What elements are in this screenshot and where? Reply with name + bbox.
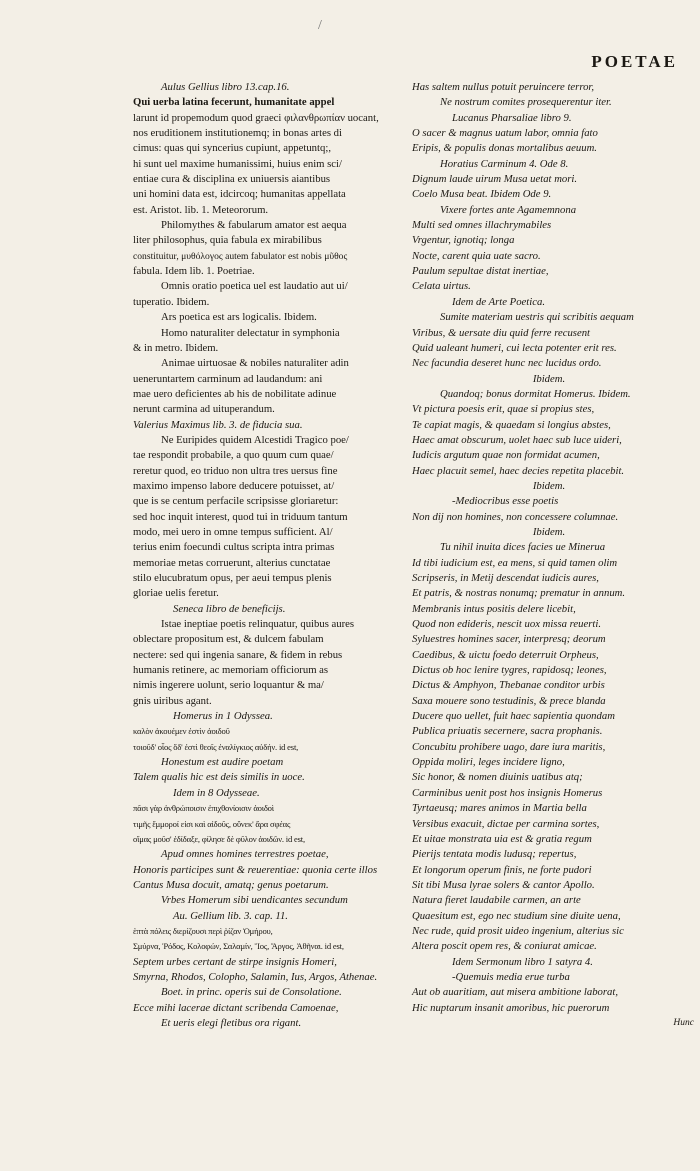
text-line: Hic nuptarum insanit amoribus, hic puerorum bbox=[412, 1001, 610, 1014]
left-column bbox=[133, 80, 401, 1031]
text-line: O sacer & magnus uatum labor, omnia fato bbox=[412, 127, 598, 140]
text-line: Tyrtaeusq; mares animos in Martia bella bbox=[412, 802, 587, 815]
text-line: Et uitae monstrata uia est & gratia regum bbox=[412, 832, 592, 845]
text-line: τιμῆς ἔμμοροί εἰσι καὶ αἰδοῦς, οὕνεκ' ἄρα σφέας bbox=[133, 818, 291, 829]
text-line: reretur quod, eo triduo non ultra tres uersus fine bbox=[133, 464, 338, 477]
text-line: Vixere fortes ante Agamemnona bbox=[440, 203, 577, 216]
text-line: Vrbes Homerum sibi uendicantes secundum bbox=[161, 894, 348, 907]
text-line: Scripseris, in Metij descendat iudicis aures, bbox=[412, 572, 599, 584]
text-line: Smyrna, Rhodos, Colopho, Salamin, Ius, Argos, Athenae. bbox=[133, 970, 378, 983]
text-line: Aulus Gellius libro 13.cap.16. bbox=[161, 81, 290, 93]
text-line: Philomythes & fabularum amator est aequa bbox=[161, 219, 347, 232]
text-line: Ne Euripides quidem Alcestidi Tragico poe/ bbox=[161, 433, 349, 446]
text-line: maximo impenso labore deducere potuisset, at/ bbox=[133, 479, 335, 492]
text-line: Idem in 8 Odysseae. bbox=[173, 786, 260, 799]
text-line: τοιοῦδ' οἷος ὅδ' ἐστὶ θεοῖς ἐναλίγκιος αὐδήν. id est, bbox=[133, 741, 299, 752]
text-line: Idem de Arte Poetica. bbox=[452, 295, 545, 308]
text-line: Celata uirtus. bbox=[412, 280, 471, 293]
text-line: Vrgentur, ignotiq; longa bbox=[412, 234, 515, 247]
text-line: Ne nostrum comites prosequerentur iter. bbox=[440, 96, 612, 109]
text-line: Et patris, & nostras nonumq; prematur in annum. bbox=[412, 587, 626, 600]
text-line: Ibidem. bbox=[532, 372, 566, 385]
text-line: Multi sed omnes illachrymabiles bbox=[412, 219, 552, 232]
text-line: tuperatio. Ibidem. bbox=[133, 295, 210, 308]
text-line: -Mediocribus esse poetis bbox=[452, 495, 559, 508]
text-line: Nec facundia deseret hunc nec lucidus ordo. bbox=[412, 357, 602, 370]
text-line: Saxa mouere sono testudinis, & prece blanda bbox=[412, 694, 606, 707]
text-line: Istae ineptiae poetis relinquatur, quibus aures bbox=[161, 618, 355, 631]
text-line: Quod non edideris, nescit uox missa reuerti. bbox=[412, 618, 601, 631]
catchword: Hunc bbox=[673, 1018, 694, 1028]
text-line: nos eruditionem institutionemq; in bonas artes di bbox=[133, 127, 342, 140]
text-line: Haec placuit semel, haec decies repetita placebit. bbox=[412, 464, 625, 477]
text-line: Quaesitum est, ego nec studium sine diuite uena, bbox=[412, 909, 621, 922]
text-line: Ecce mihi lacerae dictant scribenda Camoenae, bbox=[133, 1001, 339, 1014]
text-line: Sit tibi Musa lyrae solers & cantor Apollo. bbox=[412, 878, 595, 891]
text-line: Boet. in princ. operis sui de Consolatione. bbox=[161, 986, 342, 999]
text-line: Coelo Musa beat. Ibidem Ode 9. bbox=[412, 188, 552, 201]
text-line: ueneruntartem carminum ad laudandum: ani bbox=[133, 372, 323, 385]
text-line: Oppida moliri, leges incidere ligno, bbox=[412, 756, 565, 769]
text-line: Seneca libro de beneficijs. bbox=[173, 602, 286, 615]
text-line: Homo naturaliter delectatur in symphonia bbox=[161, 326, 340, 339]
text-line: Vt pictura poesis erit, quae si propius stes, bbox=[412, 403, 595, 416]
text-line: Ducere quo uellet, fuit haec sapientia quondam bbox=[412, 710, 615, 723]
text-line: Idem Sermonum libro 1 satyra 4. bbox=[452, 955, 593, 968]
text-line: nimis ingerere uolunt, serio loquantur & ma/ bbox=[133, 679, 324, 692]
text-line: oblectare propositum est, & dulcem fabulam bbox=[133, 633, 324, 646]
text-line: Concubitu prohibere uago, dare iura maritis, bbox=[412, 740, 606, 753]
text-line: fabula. Idem lib. 1. Poetriae. bbox=[133, 265, 255, 278]
text-line: Dictus ob hoc lenire tygres, rapidosq; leones, bbox=[412, 664, 607, 677]
text-line: Lucanus Pharsaliae libro 9. bbox=[452, 111, 572, 124]
text-line: Ars poetica est ars logicalis. Ibidem. bbox=[161, 311, 317, 324]
text-line: Sumite materiam uestris qui scribitis aequam bbox=[440, 311, 634, 324]
text-line: humanis retinere, ac memoriam officiorum as bbox=[133, 664, 329, 677]
text-line: Dictus & Amphyon, Thebanae conditor urbis bbox=[412, 679, 605, 692]
text-line: Dignum laude uirum Musa uetat mori. bbox=[412, 173, 578, 186]
text-line: Eripis, & populis donas mortalibus aeuum. bbox=[412, 142, 597, 155]
text-line: terius enim foecundi cultus scripta intra primas bbox=[133, 541, 335, 554]
text-line: Non dij non homines, non concessere columnae. bbox=[412, 510, 619, 523]
text-line: Has saltem nullus potuit peruincere terror, bbox=[412, 81, 595, 93]
text-line: est. Aristot. lib. 1. Meteororum. bbox=[133, 203, 269, 216]
text-line: gloriae uelis feretur. bbox=[133, 587, 219, 600]
text-line: Te capiat magis, & quaedam si longius abstes, bbox=[412, 418, 611, 431]
text-line: Horatius Carminum 4. Ode 8. bbox=[440, 157, 569, 170]
right-column bbox=[412, 80, 686, 1016]
text-line: Id tibi iudicium est, ea mens, si quid tamen olim bbox=[412, 556, 618, 569]
text-line: Versibus exacuit, dictae per carmina sortes, bbox=[412, 817, 600, 830]
text-line: liter philosophus, quia fabula ex mirabilibus bbox=[133, 234, 322, 247]
text-line: Caedibus, & uictu foedo deterruit Orpheus, bbox=[412, 648, 599, 661]
text-line: Quandoq; bonus dormitat Homerus. Ibidem. bbox=[440, 387, 631, 400]
text-line: constituitur, μυθόλογος autem fabulator est nobis μῦθος bbox=[133, 250, 348, 262]
text-line: Et longorum operum finis, ne forte pudori bbox=[412, 863, 592, 876]
running-head: POETAE bbox=[591, 52, 678, 71]
text-line: Publica priuatis secernere, sacra prophanis. bbox=[412, 725, 603, 738]
text-line: οἴμας μοῦσ' ἐδίδαξε, φίλησε δὲ φῦλον ἀοιδῶν. id est, bbox=[133, 833, 305, 844]
text-line: Homerus in 1 Odyssea. bbox=[173, 710, 273, 723]
text-line: Σμύρνα, Ῥόδος, Κολοφών, Σαλαμίν, Ἴος, Ἄργος, Ἀθῆναι. id est, bbox=[133, 941, 344, 952]
text-line: Sic honor, & nomen diuinis uatibus atq; bbox=[412, 771, 583, 784]
text-line: Au. Gellium lib. 3. cap. 11. bbox=[173, 909, 288, 922]
text-line: stilo elucubratum opus, per aeui tempus plenis bbox=[133, 572, 332, 584]
text-line: entiae cura & disciplina ex uniuersis aiantibus bbox=[133, 173, 331, 186]
text-line: Paulum sepultae distat inertiae, bbox=[412, 265, 549, 278]
text-line: larunt id propemodum quod graeci φιλανθρωπίαν uocant, bbox=[133, 111, 379, 124]
text-line: uni homini data est, idcircoq; humanitas appellata bbox=[133, 188, 346, 201]
text-line: sed hoc inquit interest, quod tui in triduum tantum bbox=[133, 510, 348, 523]
text-line: cimus: quas qui syncerius cupiunt, appetuntq;, bbox=[133, 142, 331, 155]
text-line: Pierijs tentata modis ludusq; repertus, bbox=[412, 848, 577, 861]
text-line: Omnis oratio poetica uel est laudatio aut ui/ bbox=[161, 280, 348, 293]
text-line: Membranis intus positis delere licebit, bbox=[412, 602, 576, 615]
text-line: hi sunt uel maxime humanissimi, huius enim sci/ bbox=[133, 157, 342, 170]
page-corner-mark: / bbox=[318, 18, 322, 33]
text-line: que is se centum perfacile scripsisse gloriaretur: bbox=[133, 495, 339, 508]
text-line: Carminibus uenit post hos insignis Homerus bbox=[412, 786, 603, 799]
text-line: Apud omnes homines terrestres poetae, bbox=[161, 848, 329, 861]
text-line: Ibidem. bbox=[532, 525, 566, 538]
text-line: Valerius Maximus lib. 3. de fiducia sua. bbox=[133, 418, 303, 431]
text-line: Honoris participes sunt & reuerentiae: quonia certe illos bbox=[133, 863, 378, 876]
text-line: tae respondit probabile, a quo quum cum quae/ bbox=[133, 449, 334, 462]
text-line: gnis uiribus agant. bbox=[133, 694, 212, 707]
text-line: καλὸν ἀκουέμεν ἐστὶν ἀοιδοῦ bbox=[133, 726, 230, 737]
text-line: Et ueris elegi fletibus ora rigant. bbox=[161, 1016, 302, 1029]
text-line: Natura fieret laudabile carmen, an arte bbox=[412, 894, 581, 907]
text-line: Altera poscit opem res, & coniurat amicae. bbox=[412, 940, 597, 953]
text-line: Syluestres homines sacer, interpresq; deorum bbox=[412, 633, 606, 646]
text-line: nerunt carmina ad uituperandum. bbox=[133, 403, 275, 416]
text-line: Animae uirtuosae & nobiles naturaliter adin bbox=[161, 357, 349, 370]
text-line: mae uero deficientes ab his de nobilitate adinue bbox=[133, 387, 337, 400]
text-line: Nocte, carent quia uate sacro. bbox=[412, 249, 541, 262]
text-line: modo, mei uero in omne tempus sufficient. Al/ bbox=[133, 525, 333, 538]
text-line: -Quemuis media erue turba bbox=[452, 970, 570, 983]
text-line: Aut ob auaritiam, aut misera ambitione laborat, bbox=[412, 986, 619, 999]
text-line: Iudicis argutum quae non formidat acumen, bbox=[412, 449, 600, 462]
text-line: πᾶσι γὰρ ἀνθρώποισιν ἐπιχθονίοισιν ἀοιδοὶ bbox=[133, 803, 274, 814]
text-line: Quid ualeant humeri, cui lecta potenter erit res. bbox=[412, 341, 617, 354]
text-line: Ibidem. bbox=[532, 479, 566, 492]
text-line: Tu nihil inuita dices facies ue Minerua bbox=[440, 541, 606, 554]
text-line: Qui uerba latina fecerunt, humanitate appel bbox=[133, 96, 335, 109]
text-line: ἑπτὰ πόλεις διερίζουσι περὶ ῥίζαν Ὁμήρου, bbox=[133, 925, 273, 936]
text-line: Viribus, & uersate diu quid ferre recusent bbox=[412, 326, 591, 339]
text-line: Talem qualis hic est deis similis in uoce. bbox=[133, 771, 305, 784]
text-line: nectere: sed qui ingenia sanare, & fidem in rebus bbox=[133, 648, 343, 661]
text-line: memoriae metas corruerunt, alterius cunctatae bbox=[133, 556, 331, 569]
text-line: Cantus Musa docuit, amatq; genus poetarum. bbox=[133, 878, 329, 891]
text-line: Nec rude, quid prosit uideo ingenium, alterius sic bbox=[412, 924, 624, 937]
text-line: Haec amat obscurum, uolet haec sub luce uideri, bbox=[412, 433, 622, 446]
text-line: Honestum est audire poetam bbox=[161, 756, 284, 769]
text-line: Septem urbes certant de stirpe insignis Homeri, bbox=[133, 955, 337, 968]
text-line: & in metro. Ibidem. bbox=[133, 341, 219, 354]
